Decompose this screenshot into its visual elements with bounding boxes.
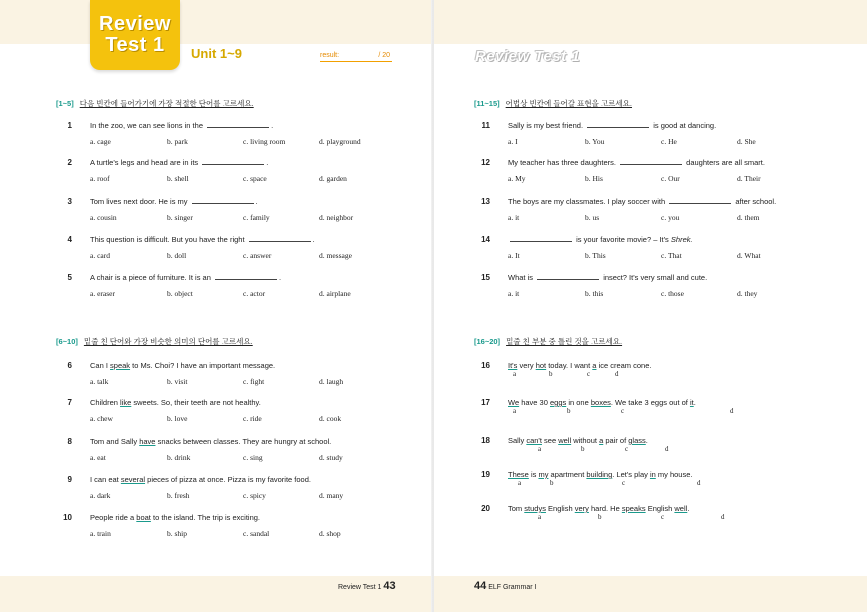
option-d[interactable]: d. airplane	[319, 289, 351, 298]
option-b[interactable]: b. object	[167, 289, 193, 298]
question-text: My teacher has three daughters. daughters are all smart.	[508, 158, 765, 167]
answer-options	[508, 251, 828, 261]
question-text: We have 30 eggs in one boxes. We take 3 eggs out of it.	[508, 398, 696, 407]
section-heading-1-5	[56, 98, 254, 109]
answer-options	[508, 137, 828, 147]
choice-c-word[interactable]: speaks	[621, 504, 646, 513]
option-d[interactable]: d. they	[737, 289, 758, 298]
question-number: 1	[67, 121, 72, 130]
answer-blank[interactable]	[192, 197, 254, 204]
option-a[interactable]: a. dark	[90, 491, 111, 500]
review-test-badge	[90, 0, 180, 70]
question-text: This question is difficult. But you have the right .	[90, 235, 315, 244]
question-number: 3	[67, 197, 72, 206]
right-page-header: Review Test 1	[475, 48, 581, 65]
question-number: 18	[481, 436, 490, 445]
section-range: [1~5]	[56, 99, 74, 108]
choice-c-word[interactable]: building	[586, 470, 613, 479]
option-c[interactable]: c. those	[661, 289, 684, 298]
question-number: 16	[481, 361, 490, 370]
underlined-word: like	[120, 398, 132, 407]
option-b[interactable]: b. love	[167, 414, 188, 423]
underlined-word: have	[139, 437, 156, 446]
question-text: A chair is a piece of furniture. It is an .	[90, 273, 282, 282]
question-number: 20	[481, 504, 490, 513]
choice-a-word[interactable]: We	[508, 398, 520, 407]
option-c[interactable]: c. fight	[243, 377, 265, 386]
question-text: People ride a boat to the island. The trip is exciting.	[90, 513, 260, 522]
result-label: result:	[320, 52, 340, 59]
option-c[interactable]: c. answer	[243, 251, 272, 260]
section-range: [16~20]	[474, 337, 501, 346]
option-a[interactable]: a. train	[90, 529, 111, 538]
option-b[interactable]: b. us	[585, 213, 600, 222]
answer-options	[508, 289, 828, 299]
answer-blank[interactable]	[207, 121, 269, 128]
answer-blank[interactable]	[669, 197, 731, 204]
option-b[interactable]: b. this	[585, 289, 604, 298]
option-a[interactable]: a. talk	[90, 377, 109, 386]
option-d[interactable]: d. laugh	[319, 377, 344, 386]
choice-a-word[interactable]: These	[508, 470, 529, 479]
choice-a-word[interactable]: It's	[508, 361, 518, 370]
question-number: 13	[481, 197, 490, 206]
answer-options	[508, 213, 828, 223]
underlined-word: several	[120, 475, 146, 484]
question-text: is your favorite movie? – It's Shrek.	[508, 235, 693, 244]
answer-options	[90, 414, 410, 424]
choice-b-word[interactable]: eggs	[549, 398, 567, 407]
choice-d-word[interactable]: well	[674, 504, 688, 513]
question-text: Sally is my best friend. is good at dancing.	[508, 121, 717, 130]
question-text: A turtle's legs and head are in its .	[90, 158, 269, 167]
choice-c-word[interactable]: boxes	[590, 398, 611, 407]
page-footer-right	[474, 580, 536, 592]
option-d[interactable]: d. them	[737, 213, 760, 222]
option-b[interactable]: b. ship	[167, 529, 188, 538]
option-a[interactable]: a. card	[90, 251, 110, 260]
question-number: 12	[481, 158, 490, 167]
option-c[interactable]: c. sandal	[243, 529, 270, 538]
page-number: 44	[474, 580, 487, 592]
section-instruction: 다음 빈칸에 들어가기에 가장 적절한 단어를 고르세요.	[79, 99, 254, 108]
answer-blank[interactable]	[202, 158, 264, 165]
option-b[interactable]: b. shell	[167, 174, 189, 183]
option-a[interactable]: a. roof	[90, 174, 110, 183]
option-b[interactable]: b. This	[585, 251, 606, 260]
answer-options	[90, 491, 410, 501]
answer-options	[90, 213, 410, 223]
question-number: 17	[481, 398, 490, 407]
question-text: In the zoo, we can see lions in the .	[90, 121, 274, 130]
question-text: These is my apartment building. Let's play in my house.	[508, 470, 693, 479]
question-text: It's very hot today. I want a ice cream cone.	[508, 361, 652, 370]
answer-options	[90, 529, 410, 539]
question-text: The boys are my classmates. I play soccer with after school.	[508, 197, 777, 206]
option-b[interactable]: b. drink	[167, 453, 191, 462]
option-d[interactable]: d. cook	[319, 414, 342, 423]
option-c[interactable]: c. sing	[243, 453, 263, 462]
choice-d-word[interactable]: it	[689, 398, 694, 407]
answer-blank[interactable]	[537, 273, 599, 280]
option-a[interactable]: a. I	[508, 137, 518, 146]
top-band	[434, 0, 867, 44]
option-c[interactable]: c. family	[243, 213, 270, 222]
choice-letters: a b c d	[513, 407, 734, 415]
option-a[interactable]: a. cage	[90, 137, 111, 146]
option-d[interactable]: d. She	[737, 137, 756, 146]
choice-c-word[interactable]: a	[599, 436, 604, 445]
choice-letters: a b c d	[518, 479, 701, 487]
option-b[interactable]: b. You	[585, 137, 605, 146]
question-number: 19	[481, 470, 490, 479]
section-heading-6-10	[56, 336, 253, 347]
option-b[interactable]: b. singer	[167, 213, 193, 222]
option-d[interactable]: d. What	[737, 251, 761, 260]
option-a[interactable]: a. eat	[90, 453, 106, 462]
question-text: Children like sweets. So, their teeth are not healthy.	[90, 398, 261, 407]
result-score: / 20	[378, 52, 390, 59]
choice-letters: a b c d	[538, 445, 669, 453]
choice-letters: a b c d	[538, 513, 725, 521]
option-a[interactable]: a. It	[508, 251, 520, 260]
answer-options	[90, 174, 410, 184]
badge-line-1: Review	[99, 13, 171, 35]
answer-blank[interactable]	[215, 273, 277, 280]
option-b[interactable]: b. doll	[167, 251, 187, 260]
badge-line-2: Test 1	[105, 34, 165, 56]
question-text: Tom lives next door. He is my .	[90, 197, 258, 206]
option-a[interactable]: a. chew	[90, 414, 113, 423]
question-number: 6	[67, 361, 72, 370]
choice-a-word[interactable]: can't	[526, 436, 542, 445]
choice-d-word[interactable]: a	[592, 361, 597, 370]
question-text: Tom studys English very hard. He speaks English well.	[508, 504, 690, 513]
question-number: 10	[63, 513, 72, 522]
question-number: 2	[67, 158, 72, 167]
answer-options	[90, 453, 410, 463]
option-a[interactable]: a. cousin	[90, 213, 117, 222]
option-b[interactable]: b. fresh	[167, 491, 190, 500]
question-number: 14	[481, 235, 490, 244]
option-b[interactable]: b. His	[585, 174, 603, 183]
answer-blank[interactable]	[587, 121, 649, 128]
underlined-word: speak	[110, 361, 131, 370]
choice-b-word[interactable]: hot	[535, 361, 547, 370]
choice-d-word[interactable]: glass	[628, 436, 646, 445]
option-d[interactable]: d. playground	[319, 137, 361, 146]
answer-options	[508, 174, 828, 184]
question-text: I can eat several pieces of pizza at once. Pizza is my favorite food.	[90, 475, 311, 484]
option-c[interactable]: c. living room	[243, 137, 286, 146]
question-number: 11	[481, 121, 490, 130]
section-instruction: 밑줄 친 부분 중 틀린 것을 고르세요.	[506, 337, 623, 346]
section-instruction: 밑줄 친 단어와 가장 비슷한 의미의 단어를 고르세요.	[83, 337, 253, 346]
page-number: 43	[383, 580, 396, 592]
choice-b-word[interactable]: well	[558, 436, 572, 445]
option-d[interactable]: d. many	[319, 491, 344, 500]
answer-blank[interactable]	[620, 158, 682, 165]
question-number: 4	[67, 235, 72, 244]
footer-label: Review Test 1	[338, 584, 382, 591]
top-band	[0, 0, 433, 44]
option-d[interactable]: d. study	[319, 453, 343, 462]
choice-d-word[interactable]: in	[649, 470, 656, 479]
option-d[interactable]: d. neighbor	[319, 213, 354, 222]
page-footer-left	[338, 580, 396, 592]
section-heading-16-20	[474, 336, 622, 347]
footer-label: ELF Grammar I	[488, 584, 537, 591]
option-a[interactable]: a. it	[508, 289, 520, 298]
question-text: Sally can't see well without a pair of glass.	[508, 436, 648, 445]
option-c[interactable]: c. Our	[661, 174, 680, 183]
question-number: 9	[67, 475, 72, 484]
option-b[interactable]: b. park	[167, 137, 188, 146]
option-d[interactable]: d. message	[319, 251, 352, 260]
option-d[interactable]: d. shop	[319, 529, 341, 538]
unit-title: Unit 1~9	[191, 46, 242, 61]
option-c[interactable]: c. He	[661, 137, 677, 146]
option-c[interactable]: c. That	[661, 251, 682, 260]
answer-options	[90, 137, 410, 147]
section-range: [11~15]	[474, 99, 500, 108]
option-d[interactable]: d. Their	[737, 174, 761, 183]
result-box	[320, 52, 392, 62]
option-c[interactable]: c. actor	[243, 289, 266, 298]
option-c[interactable]: c. you	[661, 213, 680, 222]
answer-blank[interactable]	[249, 235, 311, 242]
option-c[interactable]: c. ride	[243, 414, 262, 423]
section-range: [6~10]	[56, 337, 78, 346]
choice-b-word[interactable]: my	[538, 470, 549, 479]
option-b[interactable]: b. visit	[167, 377, 188, 386]
question-number: 5	[67, 273, 72, 282]
question-text: What is insect? It's very small and cute.	[508, 273, 708, 282]
left-page	[0, 0, 433, 612]
option-c[interactable]: c. space	[243, 174, 267, 183]
question-number: 7	[67, 398, 72, 407]
option-c[interactable]: c. spicy	[243, 491, 266, 500]
option-a[interactable]: a. My	[508, 174, 526, 183]
choice-b-word[interactable]: very	[574, 504, 589, 513]
answer-options	[90, 377, 410, 387]
option-a[interactable]: a. eraser	[90, 289, 115, 298]
option-d[interactable]: d. garden	[319, 174, 347, 183]
option-a[interactable]: a. it	[508, 213, 520, 222]
question-number: 8	[67, 437, 72, 446]
choice-a-word[interactable]: studys	[524, 504, 546, 513]
answer-blank[interactable]	[510, 235, 572, 242]
underlined-word: boat	[136, 513, 151, 522]
question-text: Tom and Sally have snacks between classes. They are hungry at school.	[90, 437, 332, 446]
answer-options	[90, 251, 410, 261]
question-number: 15	[481, 273, 490, 282]
section-instruction: 어법상 빈칸에 들어갈 표현을 고르세요.	[505, 99, 632, 108]
section-heading-11-15	[474, 98, 632, 109]
answer-options	[90, 289, 410, 299]
question-text: Can I speak to Ms. Choi? I have an important message.	[90, 361, 276, 370]
choice-letters: a b c d	[513, 370, 619, 378]
